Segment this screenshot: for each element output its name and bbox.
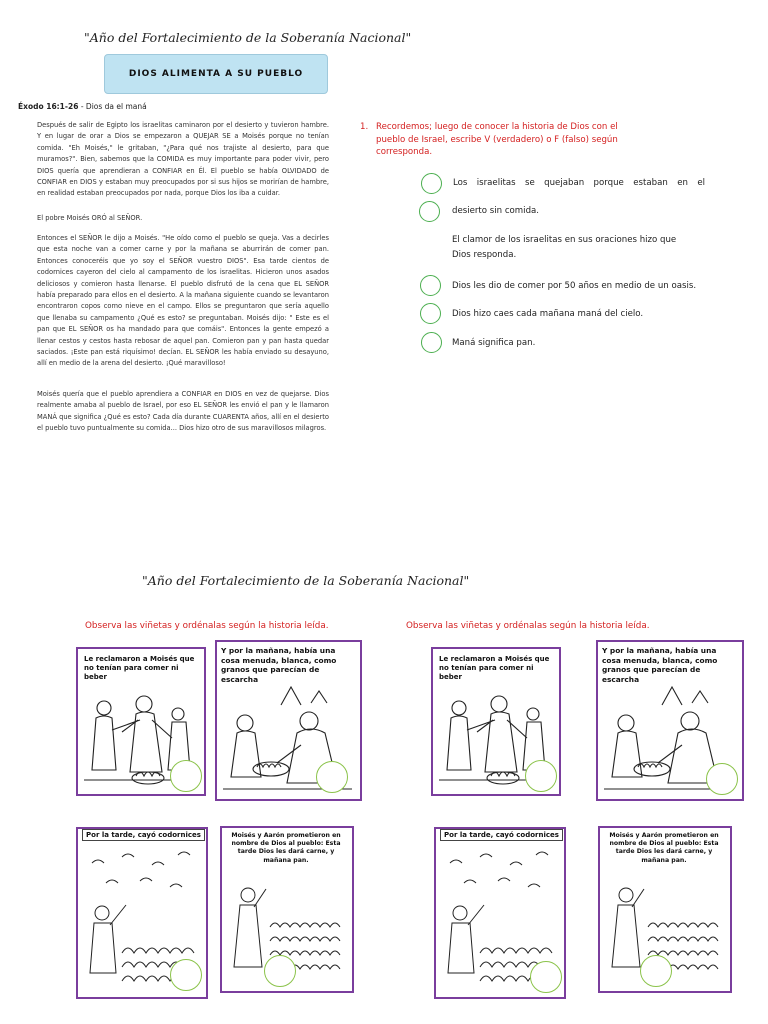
lesson-title: DIOS ALIMENTA A SU PUEBLO [104,54,328,94]
statement-3: Dios les dio de comer por 50 años en medio de un oasis. [452,281,697,291]
panel-morning-right [596,640,744,801]
caption-quails-wrap [440,831,563,839]
instruction-right: Observa las viñetas y ordénalas según la historia leída. [406,621,650,631]
story-paragraph-4: Moisés quería que el pueblo aprendiera a CONFIAR en DIOS en vez de quejarse. Dios realmente amaba al pueblo de Israel, por eso EL SEÑOR les envió el pan y le llamaron MANÁ que significa ¿Qué es esto? Cada día durante CUARENTA años, allí en el desierto el pueblo tuvo puntualmente su comida... Dios hizo otro de sus maravillosos milagros. [37,390,329,433]
panel-morning-left [215,640,362,801]
bible-reference [18,102,147,111]
answer-circle-3[interactable] [420,275,441,296]
statement-4: Dios hizo caes cada mañana maná del cielo. [452,309,644,319]
caption-promise: Moisés y Aarón prometieron en nombre de Dios al pueblo: Esta tarde Dios les dará carne, y mañana pan. [609,832,719,864]
caption-complaint: Le reclamaron a Moisés que no tenían para comer ni beber [439,655,550,681]
question-title [360,121,690,159]
caption-quails-wrap [82,831,205,839]
order-circle-8[interactable] [640,955,672,987]
caption-complaint: Le reclamaron a Moisés que no tenían para comer ni beber [84,655,195,681]
question-line-2: pueblo de Israel, escribe V (verdadero) o F (falso) según [376,134,618,145]
caption-quails: Por la tarde, cayó codornices [440,829,563,841]
panel-complaint-right [431,647,561,796]
story-paragraph-2: El pobre Moisés ORÓ al SEÑOR. [37,214,143,222]
caption-promise: Moisés y Aarón prometieron en nombre de Dios al pueblo: Esta tarde Dios les dará carne, y mañana pan. [231,832,341,864]
order-circle-7[interactable] [530,961,562,993]
order-circle-2[interactable] [316,761,348,793]
panel-quails-right [434,827,566,999]
order-circle-4[interactable] [264,955,296,987]
reference-book: Éxodo 16:1-26 [18,102,79,111]
instruction-left: Observa las viñetas y ordénalas según la historia leída. [85,621,329,631]
statement-1b: desierto sin comida. [452,206,540,216]
answer-circle-4[interactable] [420,303,441,324]
caption-morning: Y por la mañana, había una cosa menuda, blanca, como granos que parecían de escarcha [602,646,718,684]
answer-circle-2[interactable] [419,201,440,222]
reference-subtitle: - Dios da el maná [78,102,147,111]
motto-top: "Año del Fortalecimiento de la Soberanía Nacional" [84,30,412,45]
question-line-3: corresponda. [376,147,433,157]
caption-morning: Y por la mañana, había una cosa menuda, blanca, como granos que parecían de escarcha [221,646,337,684]
panel-promise-left [220,826,354,993]
answer-circle-5[interactable] [421,332,442,353]
statement-2a: El clamor de los israelitas en sus oraciones hizo que [452,235,677,245]
order-circle-3[interactable] [170,959,202,991]
statement-1a: Los israelitas se quejaban porque estaban en el [453,178,705,188]
order-circle-5[interactable] [525,760,557,792]
statement-2b: Dios responda. [452,250,517,260]
caption-quails: Por la tarde, cayó codornices [82,829,205,841]
motto-bottom: "Año del Fortalecimiento de la Soberanía Nacional" [142,573,470,588]
story-paragraph-1: Después de salir de Egipto los israelitas caminaron por el desierto y tuvieron hambre. Y en lugar de orar a Dios se empezaron a QUEJAR SE a Moisés porque no tenían comida. "Eh Moisés," le gritaban, "¿Para qué nos trajiste al desierto, para que muramos?". Bien, sabemos que la COMIDA es muy importante para poder vivir, pero DIOS quería que aprendieran a CONFIAR en Él. El pueblo se había OLVIDADO de CONFIAR en DIOS y estaban muy preocupados por si sus hijos se morirían de hambre, en realidad estaban preocupados por nada, porque Dios los iba a cuidar. [37,121,329,198]
order-circle-6[interactable] [706,763,738,795]
question-number: 1. [360,122,369,132]
statement-5: Maná significa pan. [452,338,536,348]
order-circle-1[interactable] [170,760,202,792]
question-line-1: Recordemos; luego de conocer la historia de Dios con el [376,122,618,132]
panel-promise-right [598,826,732,993]
panel-complaint-left [76,647,206,796]
panel-quails-left [76,827,208,999]
story-paragraph-3: Entonces el SEÑOR le dijo a Moisés. "He oído como el pueblo se queja. Vas a decirles que esta noche van a comer carne y por la mañana se aburrirán de comer pan. Entonces conoceréis que yo soy el SEÑOR vuestro DIOS". Esa tarde cientos de codornices cayeron del cielo al campamento de los israelitas. Hicieron unos asados deliciosos y comieron hasta llenarse. El pueblo disfrutó de la cena que EL SEÑOR había preparado para ellos en el desierto. A la mañana siguiente cuando se levantaron encontraron copos como nieve en el campo. Ellos se preguntaron que sería aquello que llenaba su campamento ¿Qué es esto? se preguntaban. Moisés dijo: " Este es el pan que EL SEÑOR os ha mandado para que comáis". Entonces la gente empezó a llenar cestos y cestos hasta rebosar de aquel pan. Comieron pan y pan hasta quedar saciados. ¡Este pan está riquísimo! decían. EL SEÑOR les había enviado su desayuno, allí en medio de la arena del desierto. ¡Qué maravilloso! [37,234,329,368]
answer-circle-1[interactable] [421,173,442,194]
